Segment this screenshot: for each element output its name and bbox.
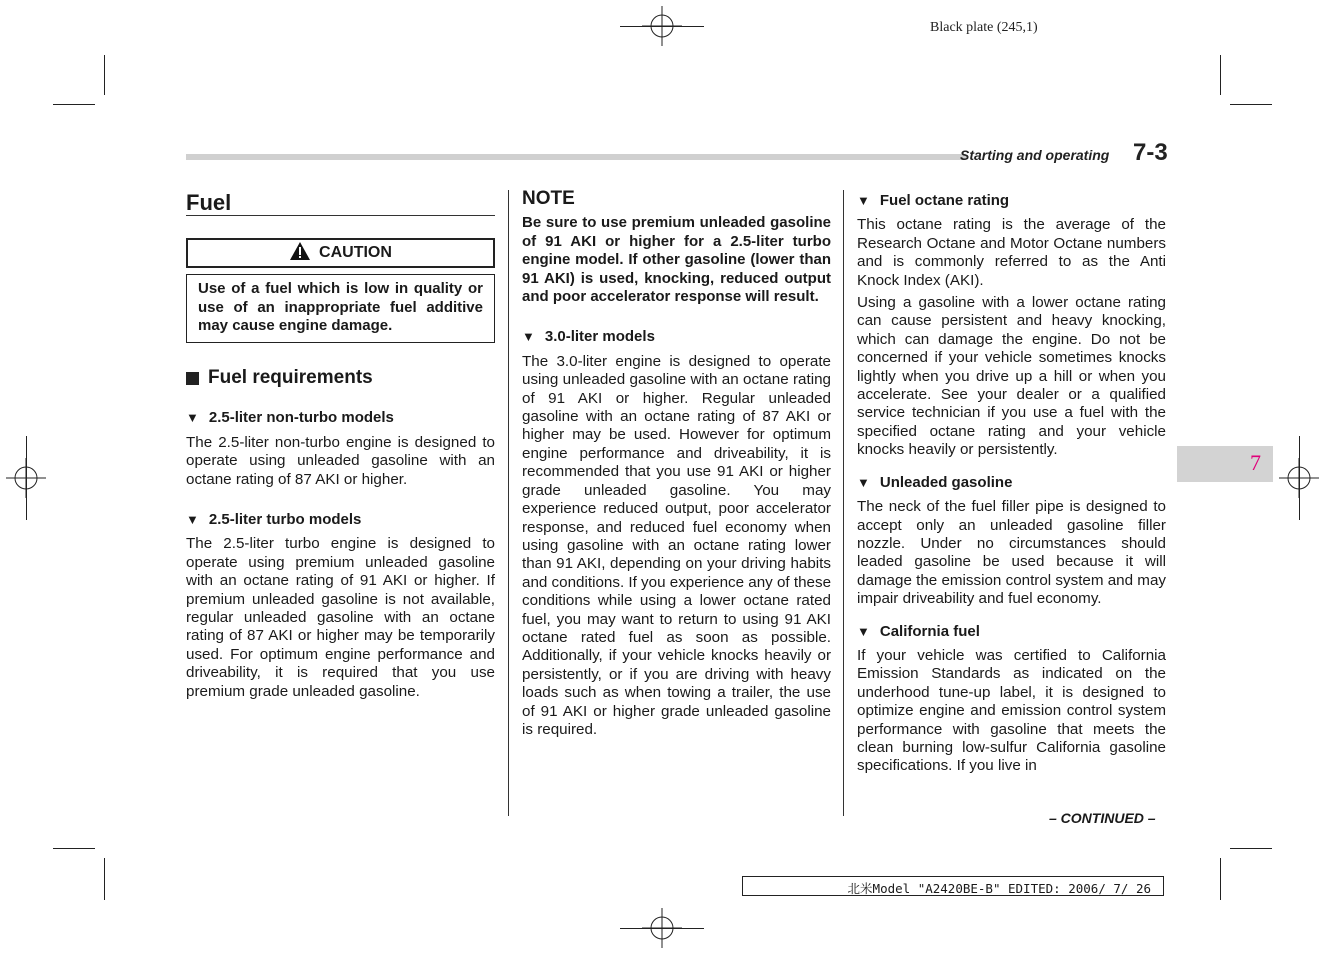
section-header: Starting and operating <box>960 147 1110 163</box>
registration-line <box>620 26 704 27</box>
paragraph: The 2.5-liter non-turbo engine is designed to operate using unleaded gasoline with an octane rating of 87 AKI or higher. <box>186 433 495 488</box>
footer-edit-info: 北米Model "A2420BE-B" EDITED: 2006/ 7/ 26 <box>742 876 1164 896</box>
triangle-down-icon: ▼ <box>186 511 199 527</box>
subheading <box>857 623 1166 641</box>
column-divider <box>508 190 509 816</box>
paragraph: Using a gasoline with a lower octane rating can cause persistent and heavy knocking, which can damage the engine. Do not be concerned if your vehicle sometimes knocks lightly when you drive up a hill or when you accelerate. See your dealer or a qualified service technician if you use a fuel with the specified octane rating and your vehicle knocks heavily or persistently. <box>857 294 1166 459</box>
chapter-number: 7 <box>1250 450 1261 475</box>
registration-line <box>620 928 704 929</box>
paragraph: The 2.5-liter turbo engine is designed to operate using premium unleaded gasoline with an octane rating of 91 AKI or higher. If premium unleaded gasoline is not available, regular unleaded gasoline with an octane rating of 87 AKI or higher may be temporarily used. For optimum engine performance and driveability, it is required that you use premium grade unleaded gasoline. <box>186 535 495 700</box>
plate-label: Black plate (245,1) <box>930 20 1038 35</box>
subheading <box>186 511 495 529</box>
subheading-text: Fuel octane rating <box>879 192 1010 209</box>
subheading-text: 3.0-liter models <box>544 328 655 346</box>
subheading-text: California fuel <box>879 622 980 640</box>
paragraph: If your vehicle was certified to California Emission Standards as indicated on the underhood tune-up label, it is designed to optimize engine and emission control system performance with gasoline that meets the clean burning low-sulfur California gasoline specifications. If you live in <box>857 646 1166 775</box>
subheading <box>186 409 495 427</box>
column-2 <box>522 190 831 743</box>
note-title: NOTE <box>522 188 575 209</box>
page-number: 7-3 <box>1133 139 1168 166</box>
caution-label: CAUTION <box>319 244 392 262</box>
subheading-text: 2.5-liter turbo models <box>208 510 362 528</box>
caution-text: Use of a fuel which is low in quality or use of an inappropriate fuel additive may cause engine damage. <box>186 274 495 343</box>
subheading <box>857 192 1166 210</box>
triangle-down-icon: ▼ <box>186 410 199 426</box>
triangle-down-icon: ▼ <box>857 193 870 208</box>
column-3 <box>857 190 1166 780</box>
header-bar <box>186 154 966 160</box>
caution-header <box>186 238 495 268</box>
subheading-text: 2.5-liter non-turbo models <box>208 409 394 427</box>
section-title <box>186 366 495 388</box>
subheading <box>857 474 1166 492</box>
square-bullet-icon <box>186 372 199 385</box>
note-text: Be sure to use premium unleaded gasoline of 91 AKI or higher for a 2.5-liter turbo engine model. If other gasoline (lower than 91 AKI) is used, knocking, reduced output and poor accelerator response will result. <box>522 214 831 306</box>
registration-line <box>26 436 27 520</box>
paragraph: This octane rating is the average of the Research Octane and Motor Octane numbers and is commonly referred to as the Anti Knock Index (AKI). <box>857 216 1166 289</box>
subheading-text: Unleaded gasoline <box>879 473 1013 491</box>
registration-line <box>1299 436 1300 520</box>
section-title-text: Fuel requirements <box>208 366 373 388</box>
triangle-down-icon: ▼ <box>857 623 870 639</box>
paragraph: The neck of the fuel filler pipe is designed to accept only an unleaded gasoline filler nozzle. Under no circumstances should leaded gasoline be used because it will damage the emission control system and may impair driveability and fuel economy. <box>857 498 1166 608</box>
triangle-down-icon: ▼ <box>857 474 870 490</box>
continued-label: – CONTINUED – <box>1049 810 1156 826</box>
column-divider <box>843 190 844 816</box>
paragraph: The 3.0-liter engine is designed to operate using unleaded gasoline with an octane rating of 91 AKI or higher. Regular unleaded gasoline with an octane rating of 87 AKI or higher may be used. However for optimum engine performance and driveability, it is recommended that you use 91 AKI or higher grade unleaded gasoline. You may experience reduced output, poor accelerator response, and reduced fuel economy when using gasoline with an octane rating lower than 91 AKI, depending on your driving habits and conditions. If you experience any of these conditions while using a lower octane rated fuel, you may want to return to using 91 AKI octane rated fuel as soon as possible. Additionally, if your vehicle knocks heavily or persistently, or if you are driving with heavy loads such as when towing a trailer, the use of 91 AKI or higher grade unleaded gasoline is required. <box>522 352 832 738</box>
triangle-down-icon: ▼ <box>522 329 535 345</box>
column-1 <box>186 190 495 705</box>
warning-icon <box>289 241 311 266</box>
subheading <box>522 328 831 346</box>
page-title: Fuel <box>186 194 495 216</box>
